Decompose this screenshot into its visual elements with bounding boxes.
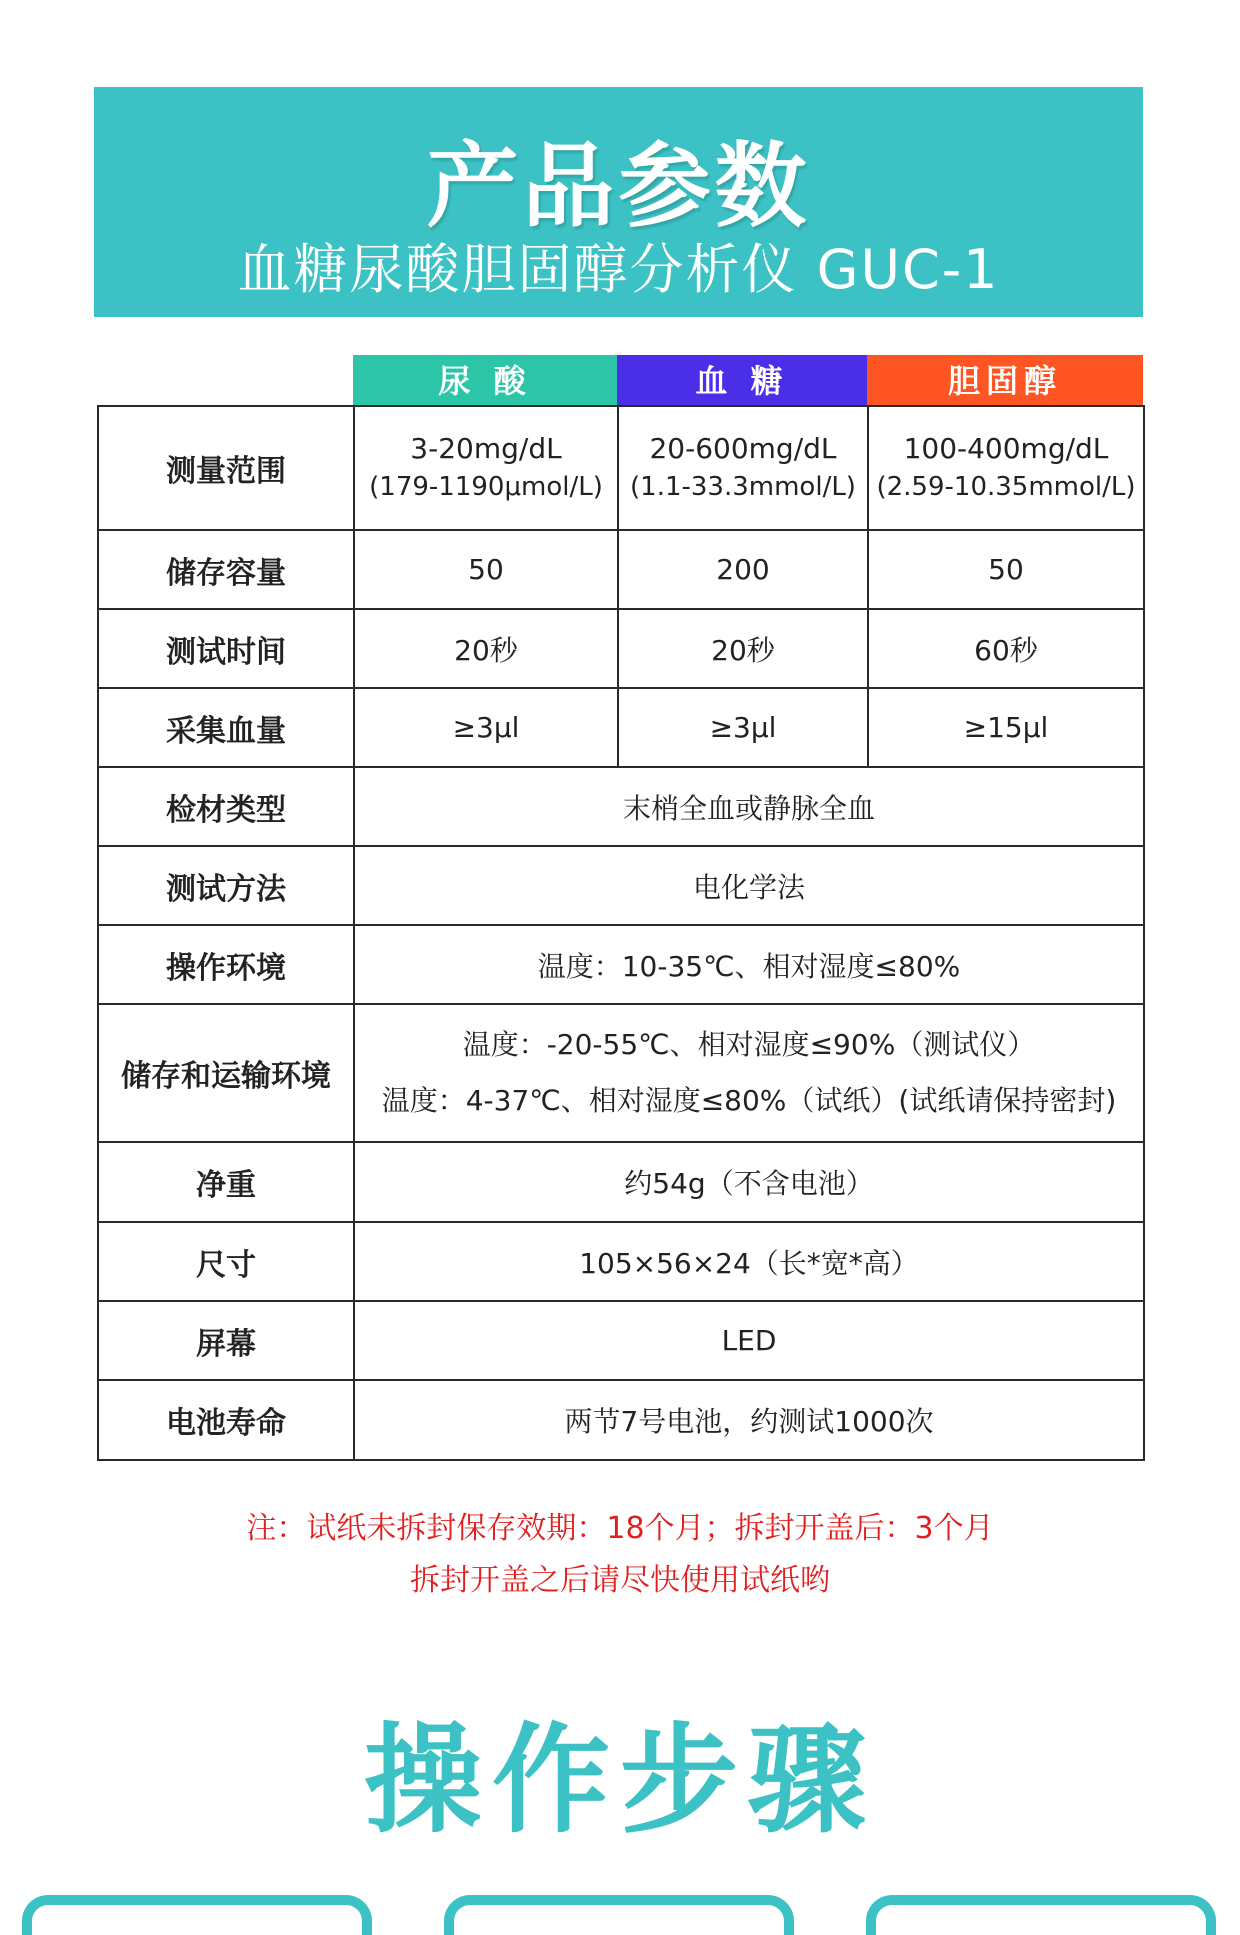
table-row-battery [98, 1380, 1144, 1460]
storage-note: 注：试纸未拆封保存效期：18个月；拆封开盖后：3个月 [246, 1511, 994, 1546]
table-row-time [98, 609, 1144, 688]
table-cell: ≥3μl [354, 688, 618, 767]
row-label: 检材类型 [98, 767, 354, 846]
row-label: 测试方法 [98, 846, 354, 925]
table-cell: 60秒 [868, 609, 1144, 688]
row-label: 测量范围 [98, 406, 354, 530]
cell-glucose-range [618, 406, 868, 530]
table-cell: ≥3μl [618, 688, 868, 767]
table-cell: 200 [618, 530, 868, 609]
table-row-blood [98, 688, 1144, 767]
cell-line: (1.1-33.3mmol/L) [630, 472, 856, 502]
column-header-glucose: 血 糖 [617, 355, 867, 407]
cell-line: (2.59-10.35mmol/L) [876, 472, 1136, 502]
banner-title: 产品参数 [426, 133, 811, 240]
cell-uric-range [354, 406, 618, 530]
row-label: 储存容量 [98, 530, 354, 609]
column-header-uric-acid: 尿 酸 [353, 355, 617, 407]
table-row-sample [98, 767, 1144, 846]
table-row-transport [98, 1004, 1144, 1142]
cell-line: 100-400mg/dL [903, 432, 1109, 465]
table-row-range [98, 406, 1144, 530]
cell-line: 温度：-20-55℃、相对湿度≤90%（测试仪） [462, 1028, 1036, 1061]
table-cell: 温度：10-35℃、相对湿度≤80% [354, 925, 1144, 1004]
cell-line: 3-20mg/dL [410, 432, 562, 465]
table-cell: 20秒 [618, 609, 868, 688]
storage-note-secondary: 拆封开盖之后请尽快使用试纸哟 [410, 1563, 830, 1598]
cell-line: (179-1190μmol/L) [369, 472, 603, 502]
table-row-storage [98, 530, 1144, 609]
row-label: 储存和运输环境 [98, 1004, 354, 1142]
params-banner [94, 87, 1143, 317]
table-row-env [98, 925, 1144, 1004]
row-label: 净重 [98, 1142, 354, 1222]
table-cell: 两节7号电池，约测试1000次 [354, 1380, 1144, 1460]
table-cell: 20秒 [354, 609, 618, 688]
steps-title: 操作步骤 [363, 1711, 876, 1849]
table-cell: 105×56×24（长*宽*高） [354, 1222, 1144, 1301]
cell-line: 温度：4-37℃、相对湿度≤80%（试纸）(试纸请保持密封) [381, 1084, 1117, 1117]
step-card [444, 1895, 794, 1935]
row-label: 测试时间 [98, 609, 354, 688]
table-row-weight [98, 1142, 1144, 1222]
spec-table [97, 405, 1145, 1461]
table-cell: LED [354, 1301, 1144, 1380]
table-cell: ≥15μl [868, 688, 1144, 767]
banner-subtitle: 血糖尿酸胆固醇分析仪 GUC-1 [237, 238, 1000, 301]
table-cell-transport [354, 1004, 1144, 1142]
row-label: 尺寸 [98, 1222, 354, 1301]
cell-line: 20-600mg/dL [649, 432, 837, 465]
table-row-size [98, 1222, 1144, 1301]
column-header-cholesterol: 胆固醇 [867, 355, 1143, 407]
row-label: 操作环境 [98, 925, 354, 1004]
cell-chol-range [868, 406, 1144, 530]
step-card [22, 1895, 372, 1935]
table-cell: 电化学法 [354, 846, 1144, 925]
row-label: 电池寿命 [98, 1380, 354, 1460]
table-cell: 50 [868, 530, 1144, 609]
row-label: 采集血量 [98, 688, 354, 767]
step-card [866, 1895, 1216, 1935]
table-row-method [98, 846, 1144, 925]
table-cell: 末梢全血或静脉全血 [354, 767, 1144, 846]
table-row-screen [98, 1301, 1144, 1380]
table-cell: 50 [354, 530, 618, 609]
table-cell: 约54g（不含电池） [354, 1142, 1144, 1222]
row-label: 屏幕 [98, 1301, 354, 1380]
